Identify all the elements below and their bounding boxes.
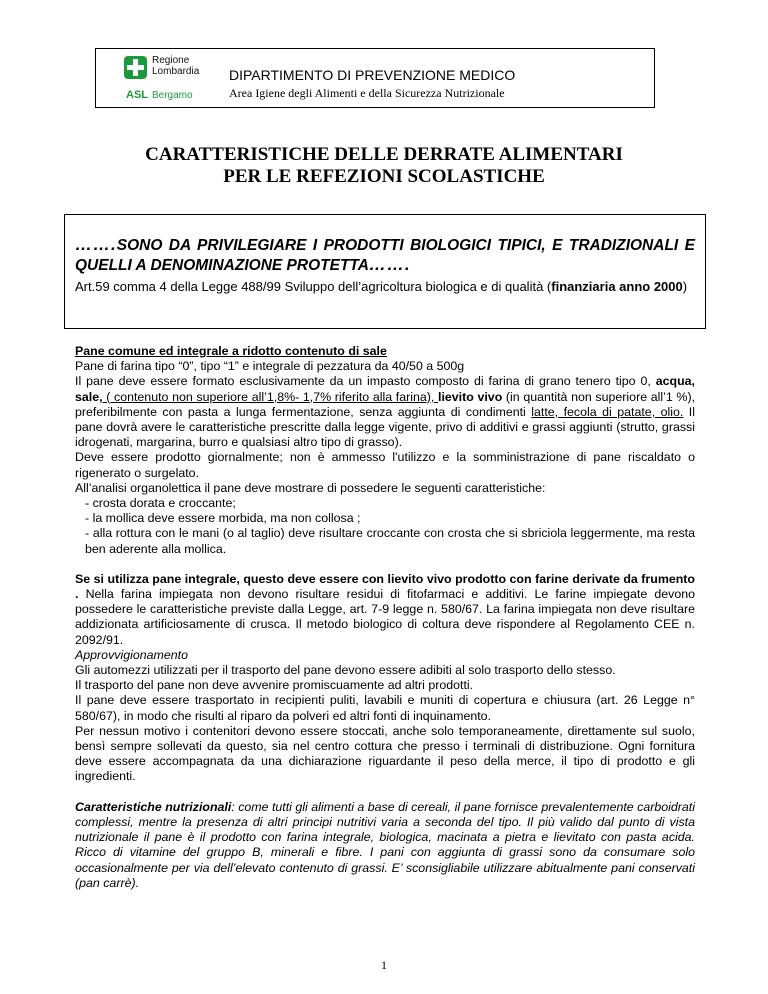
nutrition-label: Caratteristiche nutrizionali [75,799,232,814]
transport-paragraph-1: Gli automezzi utilizzati per il trasporto del pane devono essere adibiti al solo trasporto dello stesso. [75,663,616,678]
notice-emphasis-text: SONO DA PRIVILEGIARE I PRODOTTI BIOLOGICI TIPICI, E TRADIZIONALI E QUELLI A DENOMINAZIONE PROTETTA [75,237,695,274]
supply-heading: Approvvigionamento [75,647,188,662]
dough-text-forbidden: latte, fecola di patate, olio. [531,404,684,419]
law-text-b: ) [682,279,688,294]
asl-logo [124,54,234,104]
nutrition-text: : come tutti gli alimenti a base di cereali, il pane fornisce prevalentemente carboidrati complessi, mentre la presenza di altri principi nutritivi varia a seconda del tipo. Il più valido dal punto di vista nutrizionale il pane è il prodotto con farina integrale, biologica, macinata a pietra e lievitato con pasta acida. Ricco di vitamine del gruppo B, minerali e fibre. I pani con aggiunta di grassi sono da consumare solo occasionalmente per via dell’elevato contenuto di grassi. E’ sconsigliabile utilizzare abitualmente pani conservati (pan carrè). [75,799,695,890]
wholegrain-bold: Se si utilizza pane integrale, questo deve essere con lievito vivo prodotto con farine derivate da frumento . [75,571,695,602]
organoleptic-intro: All’analisi organolettica il pane deve mostrare di possedere le seguenti caratteristiche: [75,480,546,495]
nutrition-paragraph [75,800,695,891]
transport-paragraph-2: Il trasporto del pane non deve avvenire promiscuamente ad altri prodotti. [75,678,474,693]
transport-paragraph-3: Il pane deve essere trasportato in recipienti puliti, lavabili e muniti di copertura e chiusura (art. 26 Legge n° 580/67), in modo che risulti al riparo da polveri ed altri fonti di inquinamento. [75,693,695,723]
notice-emphasis [75,235,695,275]
logo-region-text [152,55,199,77]
law-text-bold: finanziaria anno 2000 [551,279,683,294]
bullet-item: - alla rottura con le mani (o al taglio) deve risultare croccante con crosta che si sbriciola leggermente, ma resta ben aderente alla mollica. [85,526,695,556]
dough-text-a: Il pane deve essere formato esclusivamente da un impasto composto di farina di grano tenero tipo 0, [75,374,656,389]
notice-law-reference [75,279,695,295]
wholegrain-text: Nella farina impiegata non devono risultare residui di fitofarmaci e additivi. Le farine impiegate devono possedere le caratteristiche previste dalla Legge, art. 7-9 legge n. 580/67. La farina impiegata non deve risultare addizionata artificiosamente di crusca. Il metodo biologico di coltura deve rispondere al Regolamento CEE n. 2092/91. [75,587,695,647]
dough-text-e: (in quantità non superiore all’1 %), preferibilmente con pasta a lunga fermentazione, senza aggiunta di condimenti [75,389,696,419]
dough-text-yeast: lievito vivo [438,389,503,404]
title-line-2: PER LE REFEZIONI SCOLASTICHE [223,166,545,187]
bullet-item: - crosta dorata e croccante; [85,496,236,511]
notice-trail-dots: ……. [368,255,411,274]
dough-text-salt-limit: ( contenuto non superiore all’1,8%- 1,7% riferito alla farina), [102,389,439,404]
law-text-a: Art.59 comma 4 della Legge 488/99 Sviluppo dell’agricoltura biologica e di qualità ( [75,279,552,294]
document-body [75,344,695,891]
department-name: DIPARTIMENTO DI PREVENZIONE MEDICO [229,67,516,83]
document-title [0,144,768,188]
storage-paragraph: Per nessun motivo i contenitori devono essere stoccati, anche solo temporaneamente, direttamente sul suolo, bensì sempre sollevati da questo, sia nel centro cottura che presso i terminali di distribuzione. Ogni fornitura deve essere accompagnata da una dichiarazione riguardante il peso della merce, il tipo di prodotto e gli ingredienti. [75,723,695,784]
bread-type-paragraph: Pane di farina tipo “0”, tipo “1” e integrale di pezzatura da 40/50 a 500g [75,359,465,374]
logo-city: Bergamo [152,90,193,101]
section-heading: Pane comune ed integrale a ridotto contenuto di sale [75,344,387,358]
dough-text-bold-ingredients: acqua, sale, [75,374,695,404]
dough-paragraph [75,374,695,450]
department-area: Area Igiene degli Alimenti e della Sicurezza Nutrizionale [229,86,505,100]
notice-lead-dots: ……. [75,235,117,254]
wholegrain-paragraph [75,572,695,648]
lombardia-cross-icon [124,56,147,79]
notice-box [64,214,706,329]
dough-text-g: Il pane dovrà avere le caratteristiche prescritte dalla legge vigente, privo di additivi e grassi aggiunti (strutto, grassi idrogenati, margarina, burro e qualsiasi altro tipo di grasso). [75,404,696,450]
page-number: 1 [381,958,387,972]
daily-production-paragraph: Deve essere prodotto giornalmente; non è ammesso l'utilizzo e la somministrazione di pane riscaldato o rigenerato o surgelato. [75,450,695,480]
letterhead [95,48,655,108]
logo-asl: ASL [126,89,148,101]
title-line-1: CARATTERISTICHE DELLE DERRATE ALIMENTARI [145,144,623,165]
logo-region-line1: Regione [152,55,190,66]
bullet-item: - la mollica deve essere morbida, ma non collosa ; [85,511,361,526]
logo-region-line2: Lombardia [152,66,200,77]
